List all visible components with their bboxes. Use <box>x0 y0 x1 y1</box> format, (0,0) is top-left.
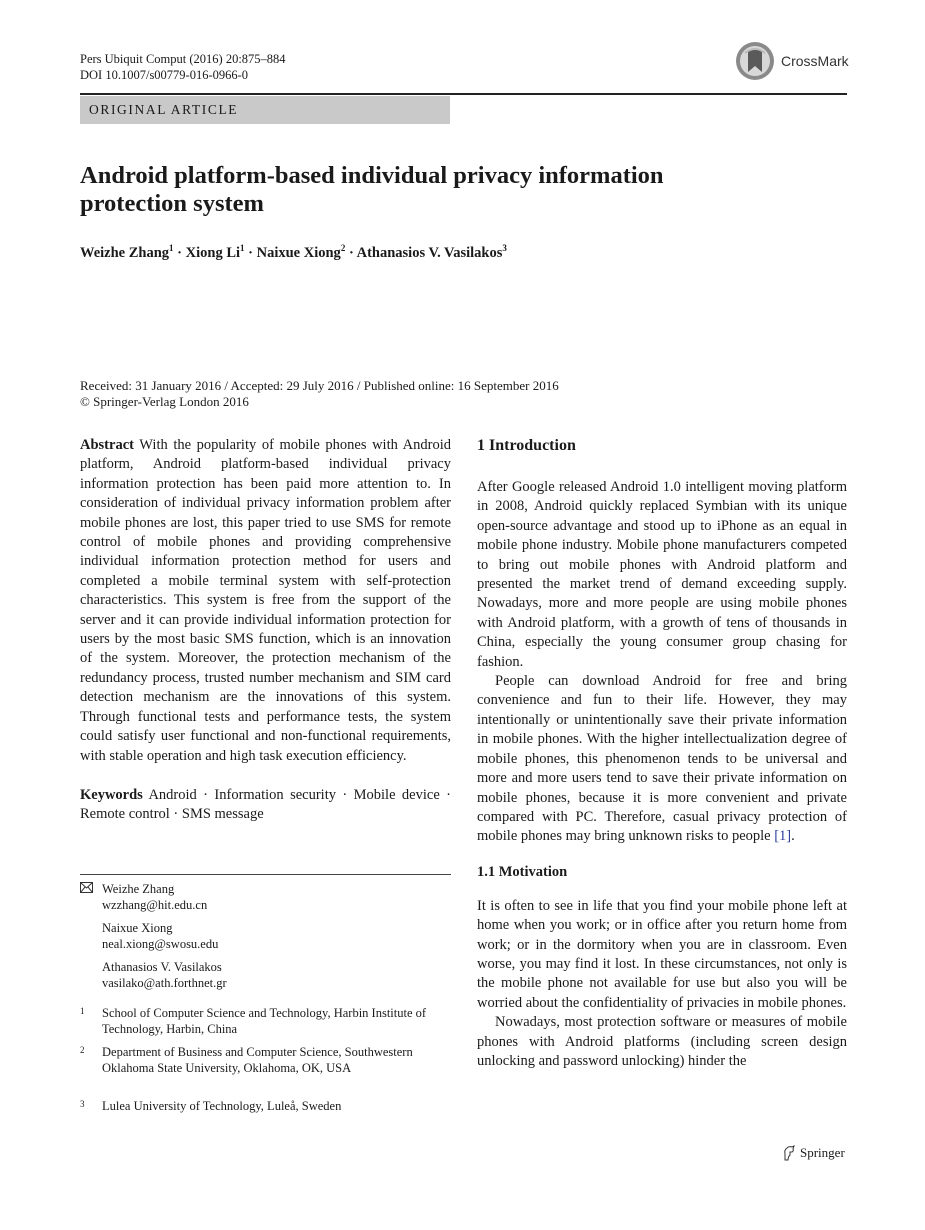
correspondent-email[interactable]: vasilako@ath.forthnet.gr <box>102 976 227 990</box>
affiliation-item <box>80 1045 451 1076</box>
intro-paragraph-1: After Google released Android 1.0 intelligent moving platform in 2008, Android quickly replaced Symbian with its unique open-source advantage and stood up to iPhone as an equal in mobile phone industry. Mobile phone manufacturers competed to bring out mobile phones with Android platform and presented the market trend of demand exceeding supply. Nowadays, more and more people are using mobile phones with Android platform, with a growth of tens of thousands in China, especially the young consumer group chasing for fashion. <box>477 479 847 670</box>
journal-line: Pers Ubiquit Comput (2016) 20:875–884 <box>80 52 286 66</box>
affiliation-marker: 3 <box>502 243 507 253</box>
affiliation-marker: 1 <box>240 243 245 253</box>
header-rule <box>80 93 847 95</box>
doi-line[interactable]: DOI 10.1007/s00779-016-0966-0 <box>80 68 249 82</box>
keywords <box>80 786 451 825</box>
abstract <box>80 436 451 766</box>
intro-paragraph-2 <box>477 672 847 847</box>
history-line: Received: 31 January 2016 / Accepted: 29 July 2016 / Published online: 16 September 2016 <box>80 378 559 393</box>
keywords-label: Keywords <box>80 786 143 803</box>
article-type-banner: ORIGINAL ARTICLE <box>80 96 450 124</box>
author-name[interactable]: Athanasios V. Vasilakos <box>356 244 503 261</box>
author-separator: · <box>345 244 357 261</box>
intro-paragraph-2-end: . <box>791 828 795 845</box>
affiliation-number: 3 <box>80 1099 85 1109</box>
footnote-rule <box>80 874 451 875</box>
section-heading-introduction: 1 Introduction <box>477 437 576 454</box>
motivation-paragraph-1: It is often to see in life that you find your mobile phone left at home when you work; or in office after you return home from work; or in the dormitory when you are in classroom. Even worse, you may find it lost. In these circumstances, not only is the mobile phone not available for use but also you will be worried about the confidentiality of privacies in mobile phones. <box>477 897 847 1011</box>
author-name[interactable]: Naixue Xiong <box>256 244 341 261</box>
author-name[interactable]: Xiong Li <box>185 244 241 261</box>
affiliation-marker: 1 <box>169 243 174 253</box>
publisher-name: Springer <box>800 1145 845 1160</box>
correspondent-name: Athanasios V. Vasilakos <box>102 960 222 974</box>
left-column <box>80 436 451 825</box>
section-heading-motivation: 1.1 Motivation <box>477 863 568 880</box>
affiliation-item <box>80 1006 451 1037</box>
author-list <box>80 243 507 262</box>
affiliation-number: 2 <box>80 1045 85 1055</box>
right-column <box>477 436 847 1071</box>
affiliation-number: 1 <box>80 1006 85 1016</box>
springer-horse-icon <box>782 1145 796 1161</box>
affiliation-text: Department of Business and Computer Science, Southwestern Oklahoma State University, Oklahoma, OK, USA <box>102 1045 413 1075</box>
citation-link[interactable]: [1] <box>774 828 792 845</box>
affiliation-item <box>80 1099 451 1115</box>
keywords-text: Android · Information security · Mobile device · Remote control · SMS message <box>80 786 451 823</box>
correspondent-name: Naixue Xiong <box>102 921 173 935</box>
envelope-icon <box>80 882 93 893</box>
intro-paragraph-2-text: People can download Android for free and bring convenience and fun to their life. However, they may intentionally or unintentionally save their private information in mobile phones. With the higher intellectualization degree of mobile phones, this phenomenon tends to be universal and more and more users tend to save their private information on mobile phones, because it is more convenient and private compared with PC. Therefore, casual privacy protection of mobile phones may bring unknown risks to people <box>477 673 847 845</box>
affiliation-text: School of Computer Science and Technology, Harbin Institute of Technology, Harbin, China <box>102 1006 427 1036</box>
crossmark-badge[interactable] <box>735 38 850 84</box>
copyright-line: © Springer-Verlag London 2016 <box>80 394 249 409</box>
abstract-text: With the popularity of mobile phones with Android platform, Android platform-based individual privacy information protection has been paid more attention to. In consideration of individual privacy information problem after mobile phones are lost, this paper tried to use SMS for remote control of mobile phones and providing comprehensive individual information protection method for users and completed a mobile terminal system with self-protection characteristics. This system is free from the support of the server and it can provide individual information protection for users by the most basic SMS function, which is an innovation of the system. Moreover, the protection mechanism of the redundancy process, trusted number mechanism and SIM card detection mechanism are the innovations of this system. Through functional tests and performance tests, the system could satisfy user functional and non-functional requirements, with stable operation and high task execution efficiency. <box>80 437 451 764</box>
paper-title: Android platform-based individual privacy information protection system <box>80 162 664 217</box>
crossmark-label: CrossMark <box>781 53 849 69</box>
correspondence-entry <box>102 959 451 991</box>
correspondence-entry <box>102 920 451 952</box>
correspondent-email[interactable]: neal.xiong@swosu.edu <box>102 937 219 951</box>
author-separator: · <box>244 244 257 261</box>
correspondence-entry <box>102 881 451 913</box>
publisher-logo <box>782 1145 845 1161</box>
author-name[interactable]: Weizhe Zhang <box>80 244 170 261</box>
affiliation-marker: 2 <box>340 243 346 253</box>
correspondent-name: Weizhe Zhang <box>102 882 175 896</box>
motivation-paragraph-2: Nowadays, most protection software or measures of mobile phones with Android platforms (including screen design unlocking and password unlocking) hinder the <box>477 1014 847 1069</box>
abstract-label: Abstract <box>80 437 134 453</box>
journal-citation <box>80 51 286 83</box>
correspondent-email[interactable]: wzzhang@hit.edu.cn <box>102 898 208 912</box>
affiliation-text: Lulea University of Technology, Luleå, Sweden <box>102 1099 342 1113</box>
crossmark-icon <box>735 41 775 81</box>
author-separator: · <box>173 244 186 261</box>
correspondence-block <box>80 881 451 991</box>
publication-dates <box>80 378 559 410</box>
